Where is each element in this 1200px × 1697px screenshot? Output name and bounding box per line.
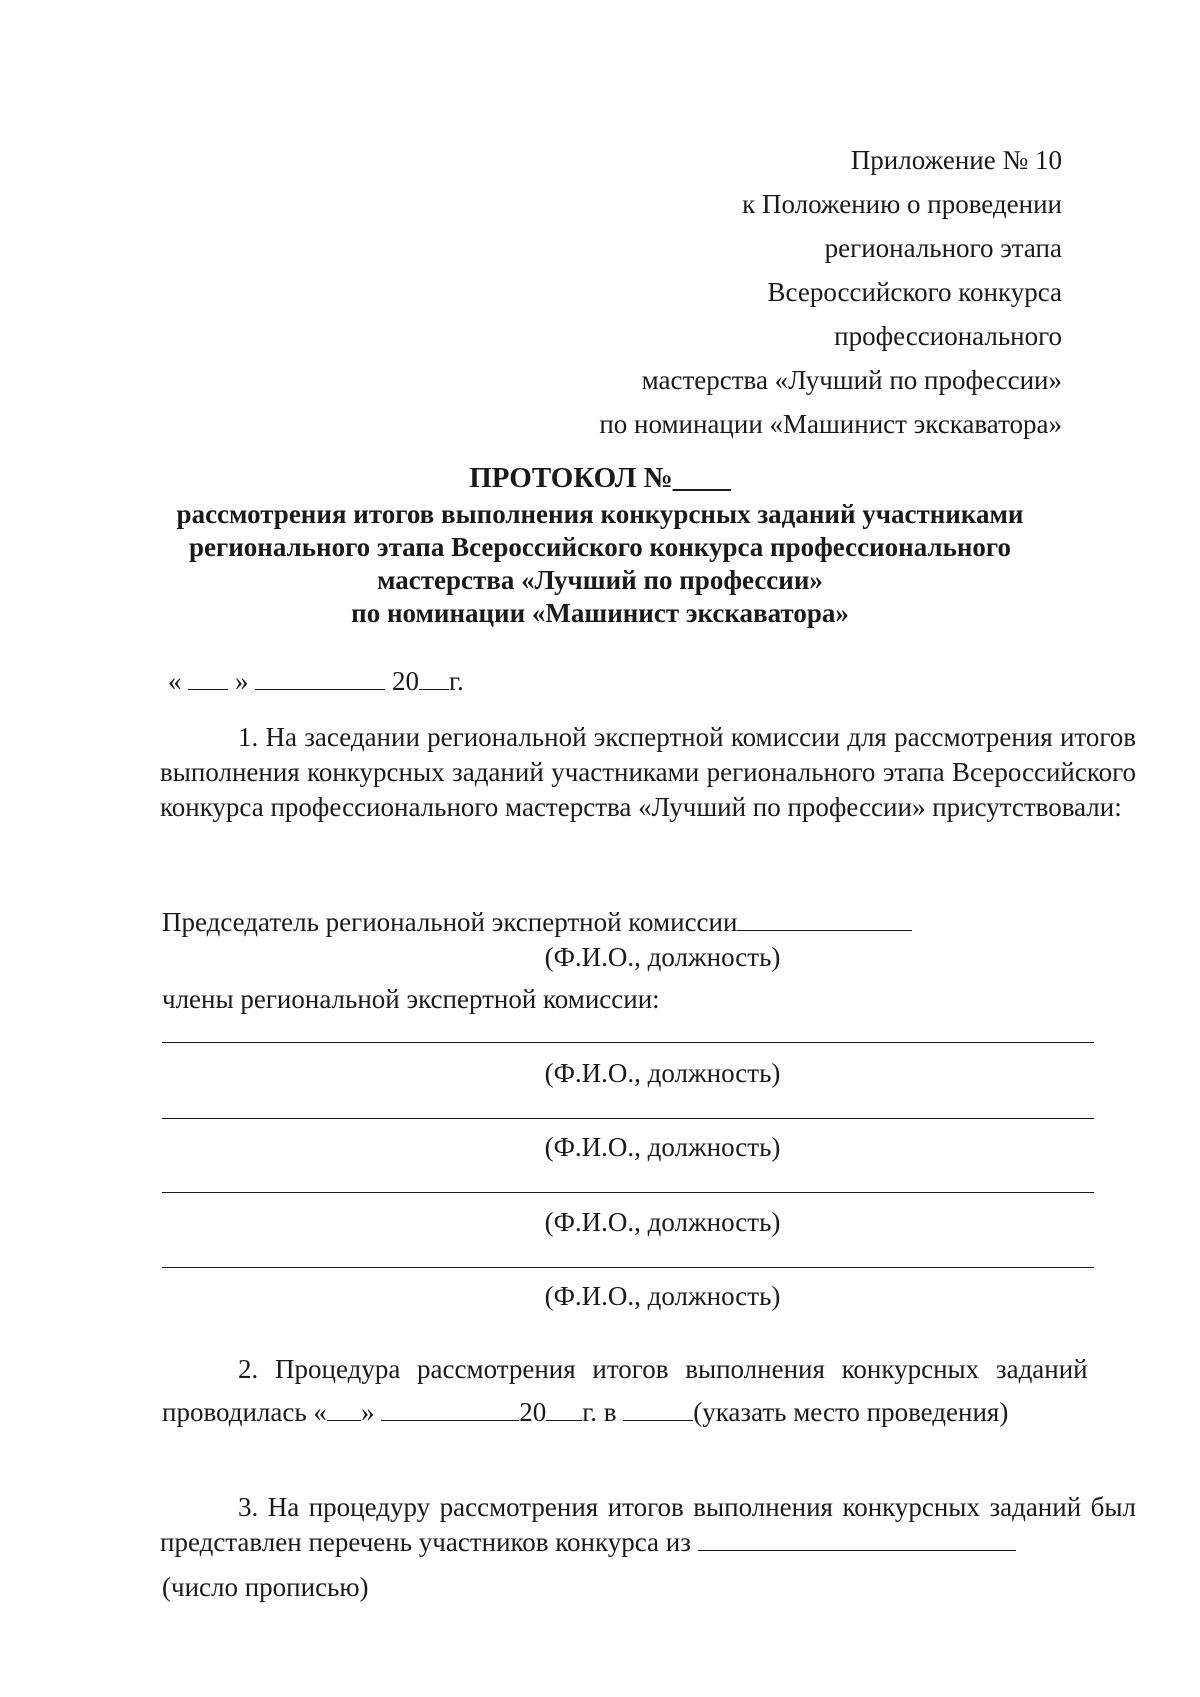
section-2-date-row [162, 1395, 1138, 1430]
held-year-suffix: г. в [582, 1397, 617, 1427]
year-blank[interactable] [546, 1396, 582, 1421]
fio-caption: (Ф.И.О., должность) [544, 1132, 781, 1162]
fio-caption: (Ф.И.О., должность) [544, 942, 781, 972]
members-label: члены региональной экспертной комиссии: [162, 984, 660, 1014]
year-prefix: 20 [392, 666, 419, 696]
fio-caption: (Ф.И.О., должность) [544, 1058, 781, 1088]
subtitle-line: рассмотрения итогов выполнения конкурсных заданий участниками [176, 499, 1024, 529]
date-close-quote: » [235, 666, 249, 696]
fio-caption: (Ф.И.О., должность) [544, 1281, 781, 1311]
subtitle-line: мастерства «Лучший по профессии» [377, 565, 823, 595]
held-year-prefix: 20 [519, 1397, 547, 1427]
day-blank[interactable] [327, 1396, 361, 1421]
chairman-blank[interactable] [737, 906, 912, 931]
protocol-subtitle [0, 498, 1200, 630]
held-prefix: проводилась « [162, 1397, 327, 1427]
subtitle-line: по номинации «Машинист экскаватора» [351, 598, 849, 628]
section-2-lead [160, 1352, 1136, 1387]
date-open-quote: « [168, 666, 182, 696]
section-3-text [160, 1490, 1136, 1560]
day-blank[interactable] [188, 665, 228, 690]
appendix-line: профессионального [834, 321, 1062, 351]
section-3-hint: (число прописью) [162, 1572, 369, 1602]
appendix-line: мастерства «Лучший по профессии» [641, 365, 1062, 395]
protocol-title: ПРОТОКОЛ №____ [469, 462, 731, 494]
appendix-line: Всероссийского конкурса [767, 277, 1062, 307]
member-signature-line[interactable] [162, 1192, 1094, 1193]
place-blank[interactable] [623, 1396, 693, 1421]
chairman-row [162, 905, 1138, 940]
year-suffix: г. [449, 666, 464, 696]
appendix-line: Приложение № 10 [850, 145, 1062, 175]
member-signature-line[interactable] [162, 1118, 1094, 1119]
section-1-text: 1. На заседании региональной экспертной комиссии для рассмотрения итогов выполнения конкурсных заданий участниками регионального этапа Всероссийского конкурса профессионального мастерства «Лучший по профессии» присутствовали: [160, 722, 1136, 822]
year-blank[interactable] [419, 665, 449, 690]
participant-count-blank[interactable] [698, 1526, 1016, 1551]
appendix-line: по номинации «Машинист экскаватора» [599, 409, 1062, 439]
place-hint: (указать место проведения) [693, 1397, 1009, 1427]
appendix-line: к Положению о проведении [742, 189, 1062, 219]
section-3-body: 3. На процедуру рассмотрения итогов выполнения конкурсных заданий был представлен перечень участников конкурса из [160, 1492, 1136, 1557]
chairman-label: Председатель региональной экспертной комиссии [162, 907, 738, 937]
subtitle-line: регионального этапа Всероссийского конкурса профессионального [188, 532, 1012, 562]
section-2-lead-text: 2. Процедура рассмотрения итогов выполнения конкурсных заданий [238, 1354, 1088, 1384]
member-signature-line[interactable] [162, 1267, 1094, 1268]
protocol-date [168, 665, 464, 697]
appendix-header [599, 138, 1062, 446]
month-blank[interactable] [381, 1396, 519, 1421]
appendix-line: регионального этапа [824, 233, 1062, 263]
held-close-quote: » [360, 1397, 375, 1427]
member-signature-line[interactable] [162, 1042, 1094, 1043]
month-blank[interactable] [255, 665, 385, 690]
fio-caption: (Ф.И.О., должность) [544, 1207, 781, 1237]
